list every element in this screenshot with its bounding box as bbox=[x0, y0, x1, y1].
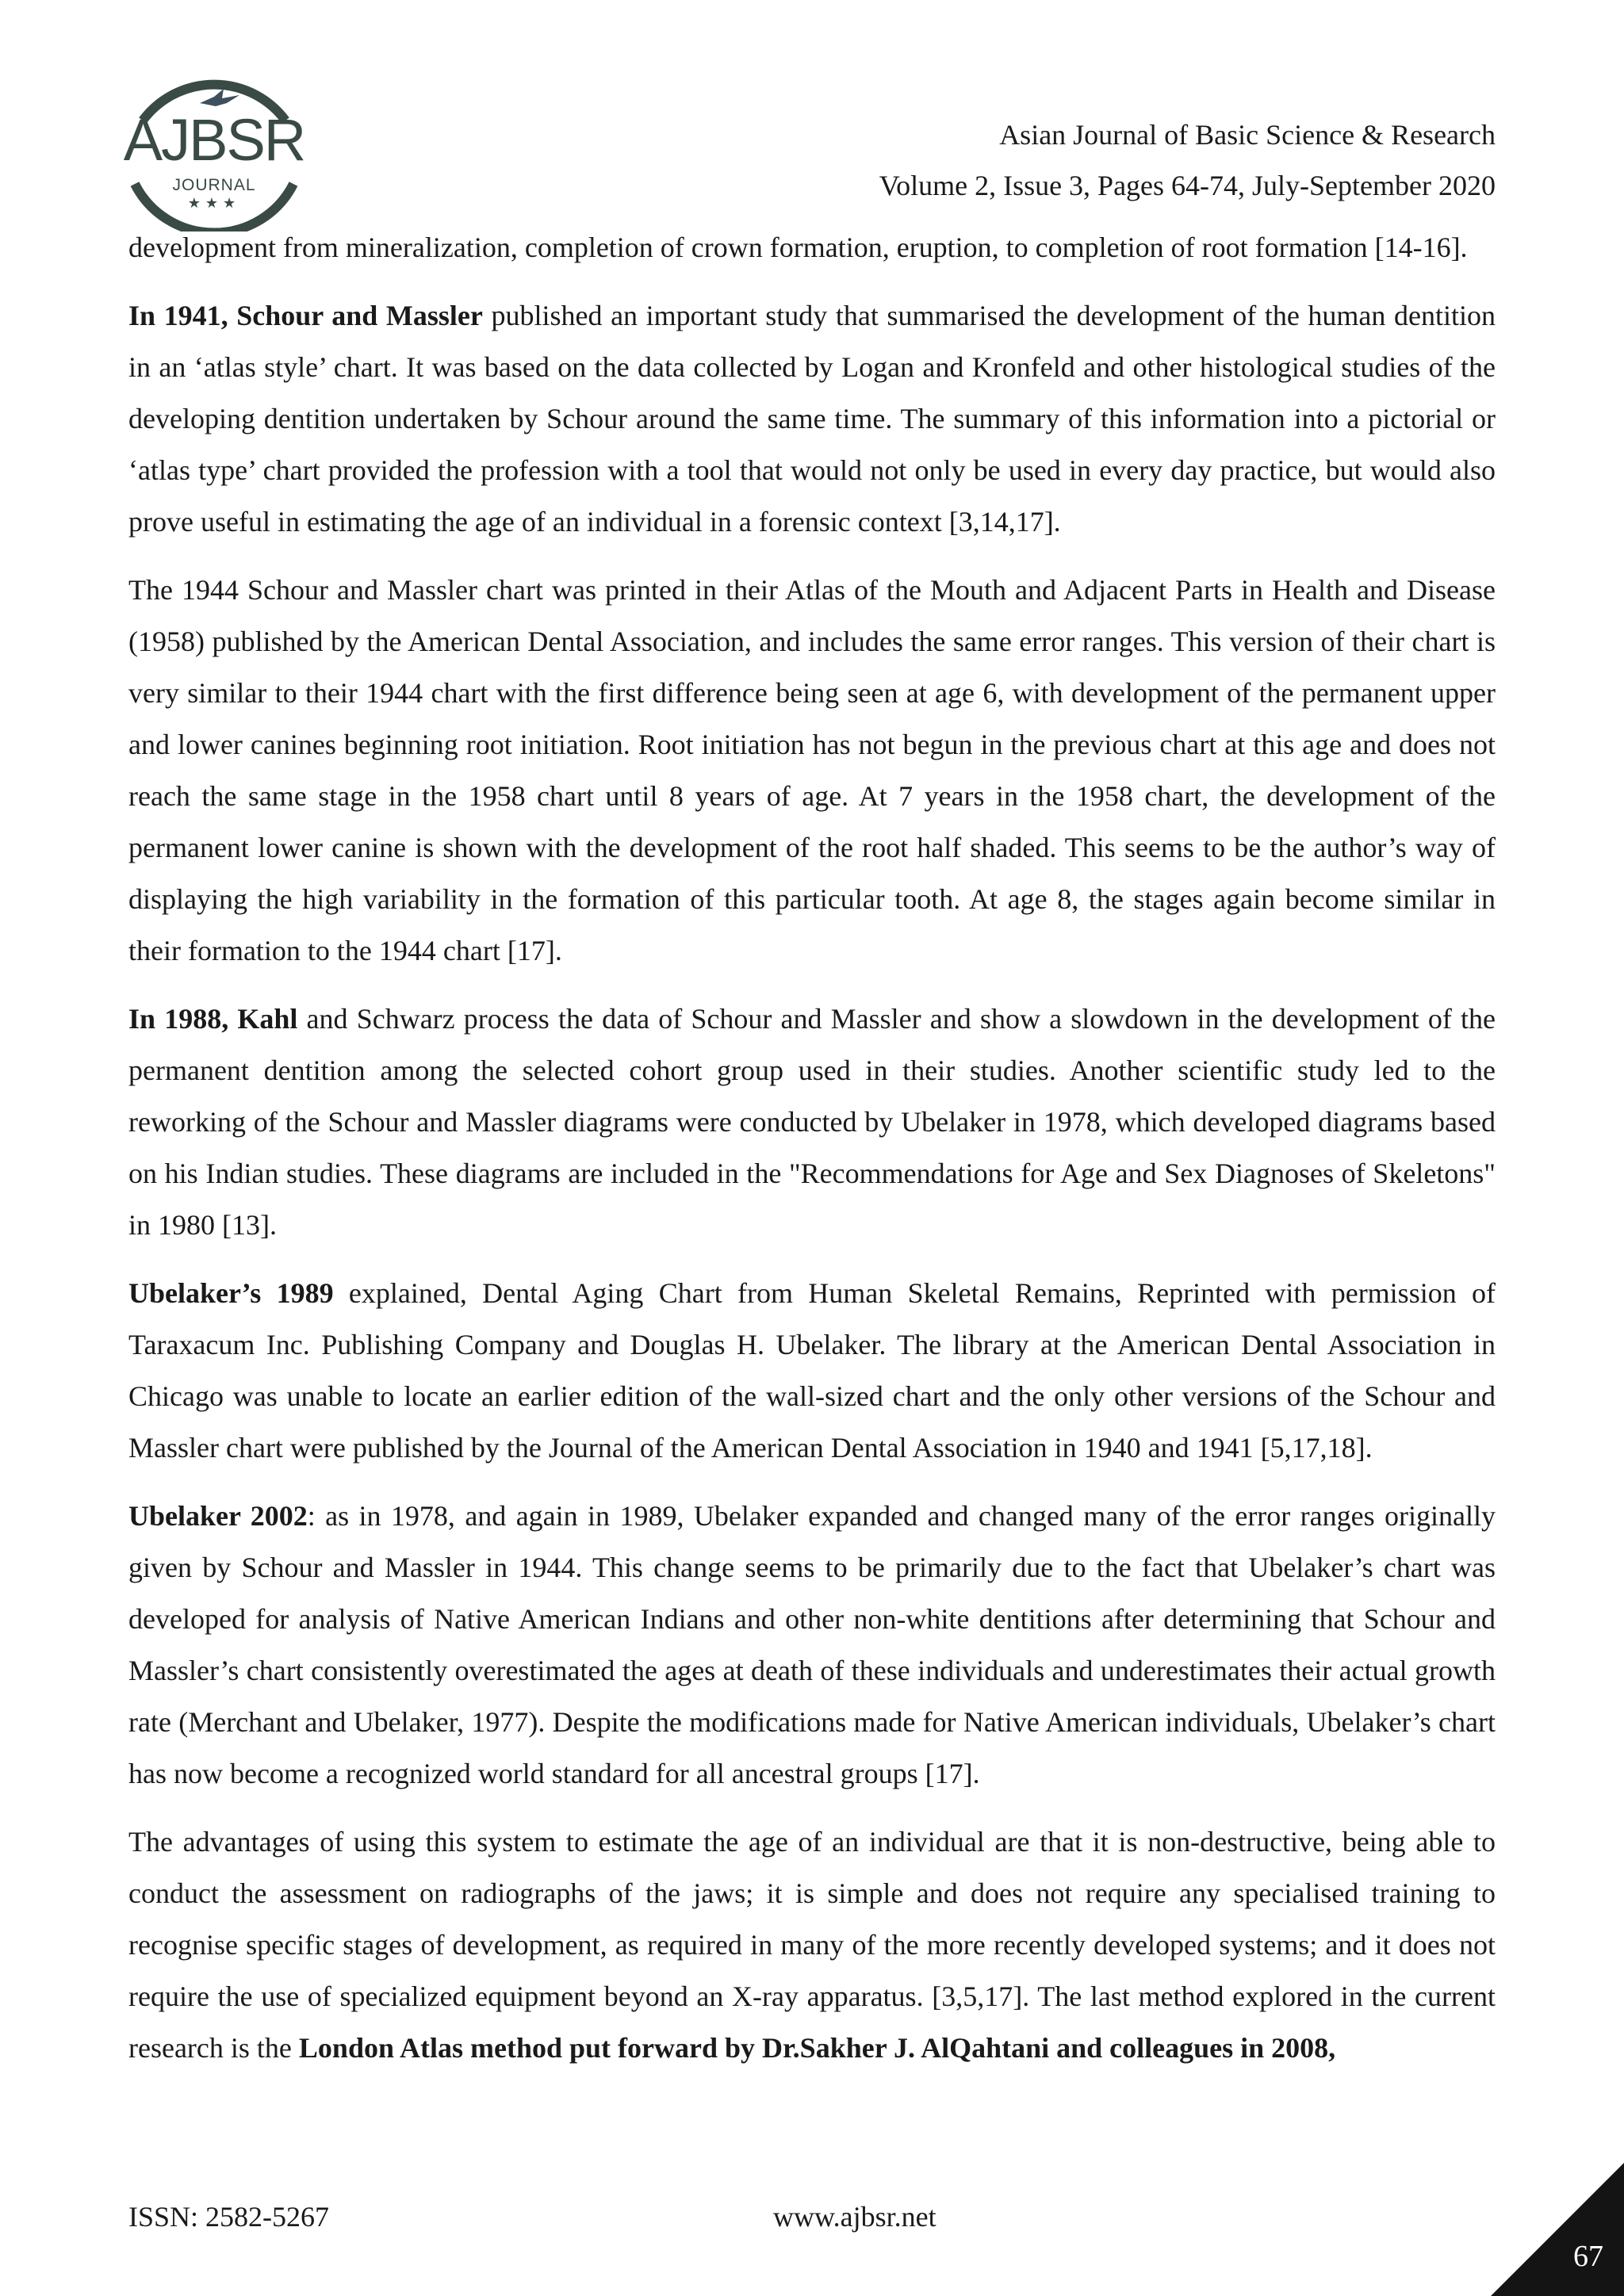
page-header bbox=[879, 109, 1496, 211]
paragraph-7 bbox=[128, 1816, 1496, 2074]
paragraph-lead-bold: Ubelaker 2002 bbox=[128, 1500, 308, 1532]
paragraph-4 bbox=[128, 993, 1496, 1251]
paragraph-text: explained, Dental Aging Chart from Human Skeletal Remains, Reprinted with permission of Taraxacum Inc. Publishing Company and Douglas H. Ubelaker. The library at the American Dental Association in Chicago was unable to locate an earlier edition of the wall-sized chart and the only other versions of the Schour and Massler chart were published by the Journal of the American Dental Association in 1940 and 1941 [5,17,18]. bbox=[128, 1277, 1496, 1464]
paragraph-1 bbox=[128, 222, 1496, 274]
logo-text: AJBSR bbox=[123, 107, 305, 173]
paragraph-lead-bold: Ubelaker’s 1989 bbox=[128, 1277, 334, 1309]
paragraph-5 bbox=[128, 1268, 1496, 1474]
paragraph-text: The 1944 Schour and Massler chart was printed in their Atlas of the Mouth and Adjacent Parts in Health and Disease (1958) published by the American Dental Association, and includes the same error ranges. This version of their chart is very similar to their 1944 chart with the first difference being seen at age 6, with development of the permanent upper and lower canines beginning root initiation. Root initiation has not begun in the previous chart at this age and does not reach the same stage in the 1958 chart until 8 years of age. At 7 years in the 1958 chart, the development of the permanent lower canine is shown with the development of the root half shaded. This seems to be the author’s way of displaying the high variability in the formation of this particular tooth. At age 8, the stages again become similar in their formation to the 1944 chart [17]. bbox=[128, 574, 1496, 966]
issue-info: Volume 2, Issue 3, Pages 64-74, July-September 2020 bbox=[879, 170, 1496, 201]
paragraph-text: The advantages of using this system to estimate the age of an individual are that it is non-destructive, being able to conduct the assessment on radiographs of the jaws; it is simple and does not require any specialised training to recognise specific stages of development, as required in many of the more recently developed systems; and it does not require the use of specialized equipment beyond an X-ray apparatus. [3,5,17]. The last method explored in the current research is the bbox=[128, 1826, 1496, 2064]
website-link[interactable]: www.ajbsr.net bbox=[773, 2201, 936, 2233]
page-corner-decoration bbox=[1491, 2163, 1624, 2296]
paragraph-2 bbox=[128, 290, 1496, 548]
journal-logo bbox=[111, 57, 317, 232]
paragraph-text: published an important study that summarised the development of the human dentition in an ‘atlas style’ chart. It was based on the data collected by Logan and Kronfeld and other histological studies of the developing dentition undertaken by Schour around the same time. The summary of this information into a pictorial or ‘atlas type’ chart provided the profession with a tool that would not only be used in every day practice, but would also prove useful in estimating the age of an individual in a forensic context [3,14,17]. bbox=[128, 300, 1496, 538]
paragraph-6 bbox=[128, 1490, 1496, 1800]
paragraph-trailing-bold: London Atlas method put forward by Dr.Sakher J. AlQahtani and colleagues in 2008, bbox=[298, 2032, 1336, 2064]
paragraph-lead-bold: In 1988, Kahl bbox=[128, 1003, 298, 1035]
paragraph-text: : as in 1978, and again in 1989, Ubelaker expanded and changed many of the error ranges originally given by Schour and Massler in 1944. This change seems to be primarily due to the fact that Ubelaker’s chart was developed for analysis of Native American Indians and other non-white dentitions after determining that Schour and Massler’s chart consistently overestimated the ages at death of these individuals and underestimates their actual growth rate (Merchant and Ubelaker, 1977). Despite the modifications made for Native American individuals, Ubelaker’s chart has now become a recognized world standard for all ancestral groups [17]. bbox=[128, 1500, 1496, 1789]
logo-subtext: JOURNAL bbox=[172, 176, 256, 194]
issn: ISSN: 2582-5267 bbox=[128, 2201, 330, 2233]
paragraph-3 bbox=[128, 564, 1496, 977]
paragraph-text: and Schwarz process the data of Schour and Massler and show a slowdown in the development of the permanent dentition among the selected cohort group used in their studies. Another scientific study led to the reworking of the Schour and Massler diagrams were conducted by Ubelaker in 1978, which developed diagrams based on his Indian studies. These diagrams are included in the "Recommendations for Age and Sex Diagnoses of Skeletons" in 1980 [13]. bbox=[128, 1003, 1496, 1241]
logo-stars: ★★★ bbox=[187, 195, 241, 211]
article-body bbox=[128, 222, 1496, 2091]
paragraph-text: development from mineralization, completion of crown formation, eruption, to completion of root formation [14-16]. bbox=[128, 232, 1468, 263]
page-number: 67 bbox=[1573, 2240, 1603, 2273]
journal-name: Asian Journal of Basic Science & Research bbox=[999, 119, 1496, 151]
paragraph-lead-bold: In 1941, Schour and Massler bbox=[128, 300, 483, 331]
